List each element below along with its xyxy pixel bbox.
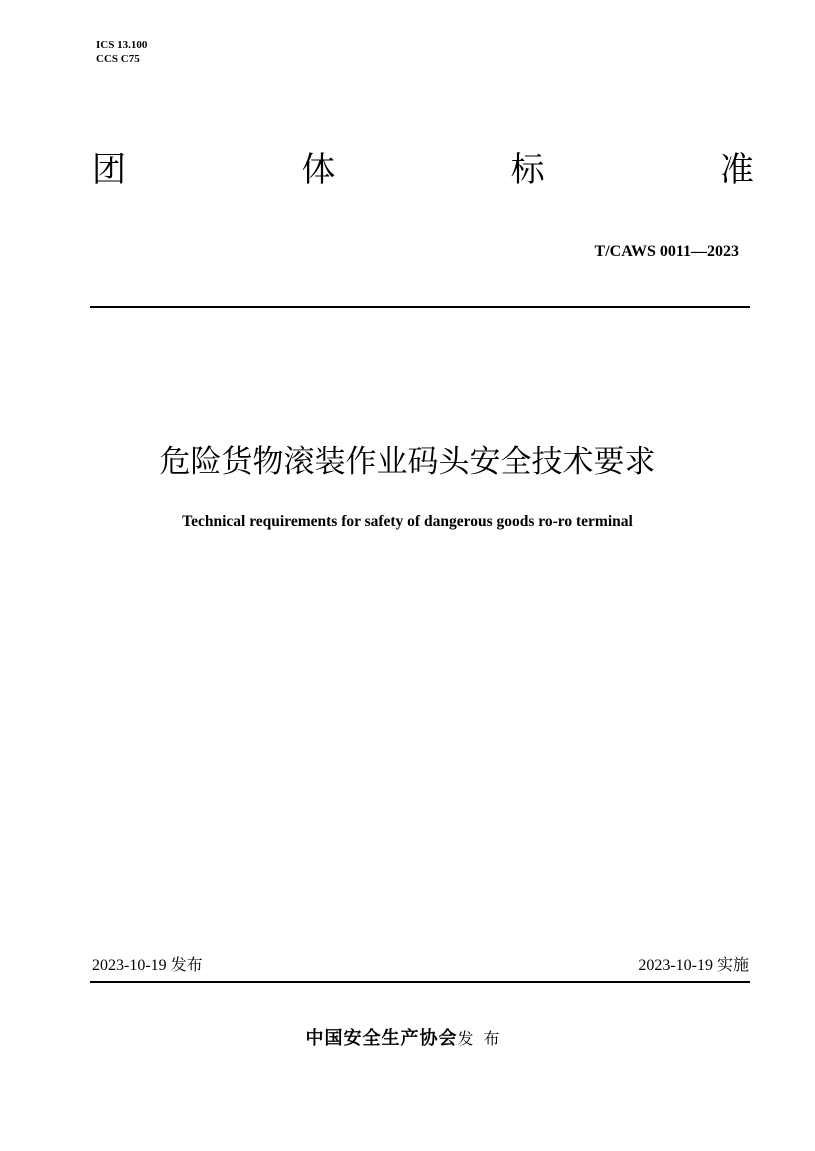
implementation-date: 2023-10-19 实施 bbox=[638, 957, 749, 974]
standard-type-char-4: 准 bbox=[719, 150, 754, 190]
publisher-line bbox=[0, 1026, 815, 1052]
classification-codes bbox=[96, 38, 147, 66]
publisher-organization: 中国安全生产协会 bbox=[305, 1028, 458, 1049]
standard-number: T/CAWS 0011—2023 bbox=[594, 243, 739, 260]
top-divider bbox=[90, 306, 750, 308]
bottom-divider bbox=[90, 981, 750, 983]
standard-type-char-2: 体 bbox=[301, 150, 336, 190]
ics-code: ICS 13.100 bbox=[96, 39, 148, 51]
document-title-chinese: 危险货物滚装作业码头安全技术要求 bbox=[159, 444, 656, 480]
ccs-code: CCS C75 bbox=[96, 53, 140, 65]
standard-type-heading bbox=[92, 148, 754, 192]
publisher-suffix: 发布 bbox=[457, 1029, 510, 1048]
standard-type-char-1: 团 bbox=[92, 150, 126, 190]
standard-type-char-3: 标 bbox=[510, 150, 545, 190]
document-title-english: Technical requirements for safety of dangerous goods ro-ro terminal bbox=[182, 513, 633, 530]
issue-date: 2023-10-19 发布 bbox=[92, 957, 203, 974]
